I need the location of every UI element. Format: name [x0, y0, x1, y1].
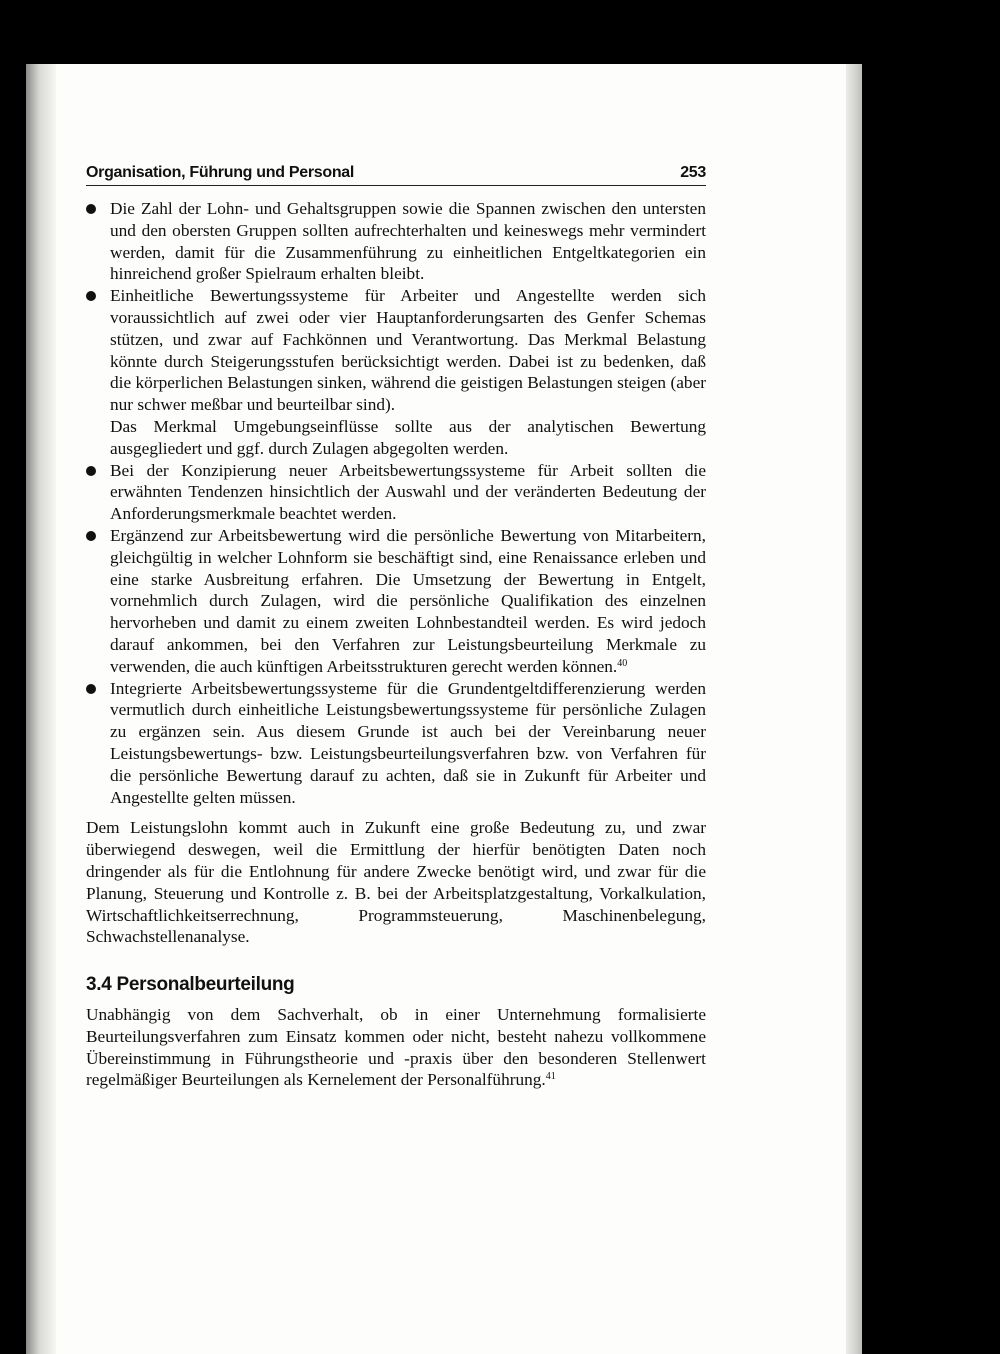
list-item — [86, 460, 706, 525]
bullet-icon — [86, 684, 96, 694]
list-item-text: Ergänzend zur Arbeitsbewertung wird die persönliche Bewertung von Mitarbeitern, gleichgültig in welcher Lohnform sie beschäftigt sind, eine Renaissance erleben und eine starke Ausbreitung erfahren. Die Umsetzung der Bewertung in Entgelt, vornehmlich durch Zulagen, wird die persönliche Qualifikation des einzelnen hervorheben und damit zu einem zweiten Lohnbestandteil werden. Es wird jedoch darauf ankommen, bei den Verfahren zur Leistungsbeurteilung Merkmale zu verwenden, die auch künftigen Arbeitsstrukturen gerecht werden können. — [110, 525, 706, 676]
footnote-ref: 40 — [617, 657, 628, 669]
page-edge — [846, 64, 862, 1354]
bullet-list — [86, 198, 706, 808]
bullet-icon — [86, 531, 96, 541]
running-head — [86, 160, 706, 186]
list-item — [86, 678, 706, 809]
list-item-text: Bei der Konzipierung neuer Arbeitsbewertungssysteme für Arbeit sollten die erwähnten Tendenzen hinsichtlich der Auswahl und der veränderten Bedeutung der Anforderungsmerkmale beachtet werden. — [110, 460, 706, 524]
section-paragraph — [86, 1004, 706, 1091]
list-item-text: Integrierte Arbeitsbewertungssysteme für die Grundentgeltdifferenzierung werden vermutlich durch einheitliche Leistungsbewertungssysteme für persönliche Zulagen zu ergänzen sein. Aus diesem Grunde ist auch bei der Vereinbarung neuer Leistungsbewertungs- bzw. Leistungsbeurteilungsverfahren bzw. von Verfahren für die persönliche Bewertung darauf zu achten, daß sie in Zukunft für Arbeiter und Angestellte gelten müssen. — [110, 678, 706, 807]
section-text: Unabhängig von dem Sachverhalt, ob in einer Unternehmung formalisierte Beurteilungsverfahren zum Einsatz kommen oder nicht, besteht nahezu vollkommene Übereinstimmung in Führungstheorie und -praxis über den besonderen Stellenwert regelmäßiger Beurteilungen als Kernelement der Personalführung. — [86, 1005, 706, 1090]
running-head-title: Organisation, Führung und Personal — [86, 164, 355, 181]
list-item — [86, 285, 706, 459]
list-item-continuation: Das Merkmal Umgebungseinflüsse sollte aus der analytischen Bewertung ausgegliedert und ggf. durch Zulagen abgegolten werden. — [110, 416, 706, 458]
page-gutter-shadow — [26, 64, 56, 1354]
body-paragraph: Dem Leistungslohn kommt auch in Zukunft eine große Bedeutung zu, und zwar überwiegend deswegen, weil die Ermittlung der hierfür benötigten Daten noch dringender als für die Entlohnung für andere Zwecke benötigt wird, und zwar für die Planung, Steuerung und Kontrolle z. B. bei der Arbeitsplatzgestaltung, Vorkalkulation, Wirtschaftlichkeitserrechnung, Programmsteuerung, Maschinenbelegung, Schwachstellenanalyse. — [86, 818, 706, 947]
page-content — [86, 160, 706, 1091]
bullet-icon — [86, 204, 96, 214]
list-item-text: Die Zahl der Lohn- und Gehaltsgruppen sowie die Spannen zwischen den untersten und den obersten Gruppen sollten aufrechterhalten und keineswegs mehr vermindert werden, damit für die Zusammenführung zu einheitlichen Entgeltkategorien ein hinreichend großer Spielraum erhalten bleibt. — [110, 199, 706, 284]
bullet-icon — [86, 466, 96, 476]
list-item — [86, 525, 706, 678]
bullet-icon — [86, 291, 96, 301]
list-item — [86, 198, 706, 285]
footnote-ref: 41 — [545, 1071, 556, 1083]
list-item-text: Einheitliche Bewertungssysteme für Arbeiter und Angestellte werden sich voraussichtlich auf zwei oder vier Hauptanforderungsarten des Genfer Schemas stützen, und zwar auf Fachkönnen und Verantwortung. Das Merkmal Belastung könnte durch Steigerungsstufen berücksichtigt werden. Dabei ist zu bedenken, daß die körperlichen Belastungen sinken, während die geistigen Belastungen steigen (aber nur schwer meßbar und beurteilbar sind). — [110, 286, 706, 415]
book-page — [26, 64, 862, 1354]
page-number: 253 — [680, 164, 706, 181]
section-heading: 3.4 Personalbeurteilung — [86, 974, 295, 996]
